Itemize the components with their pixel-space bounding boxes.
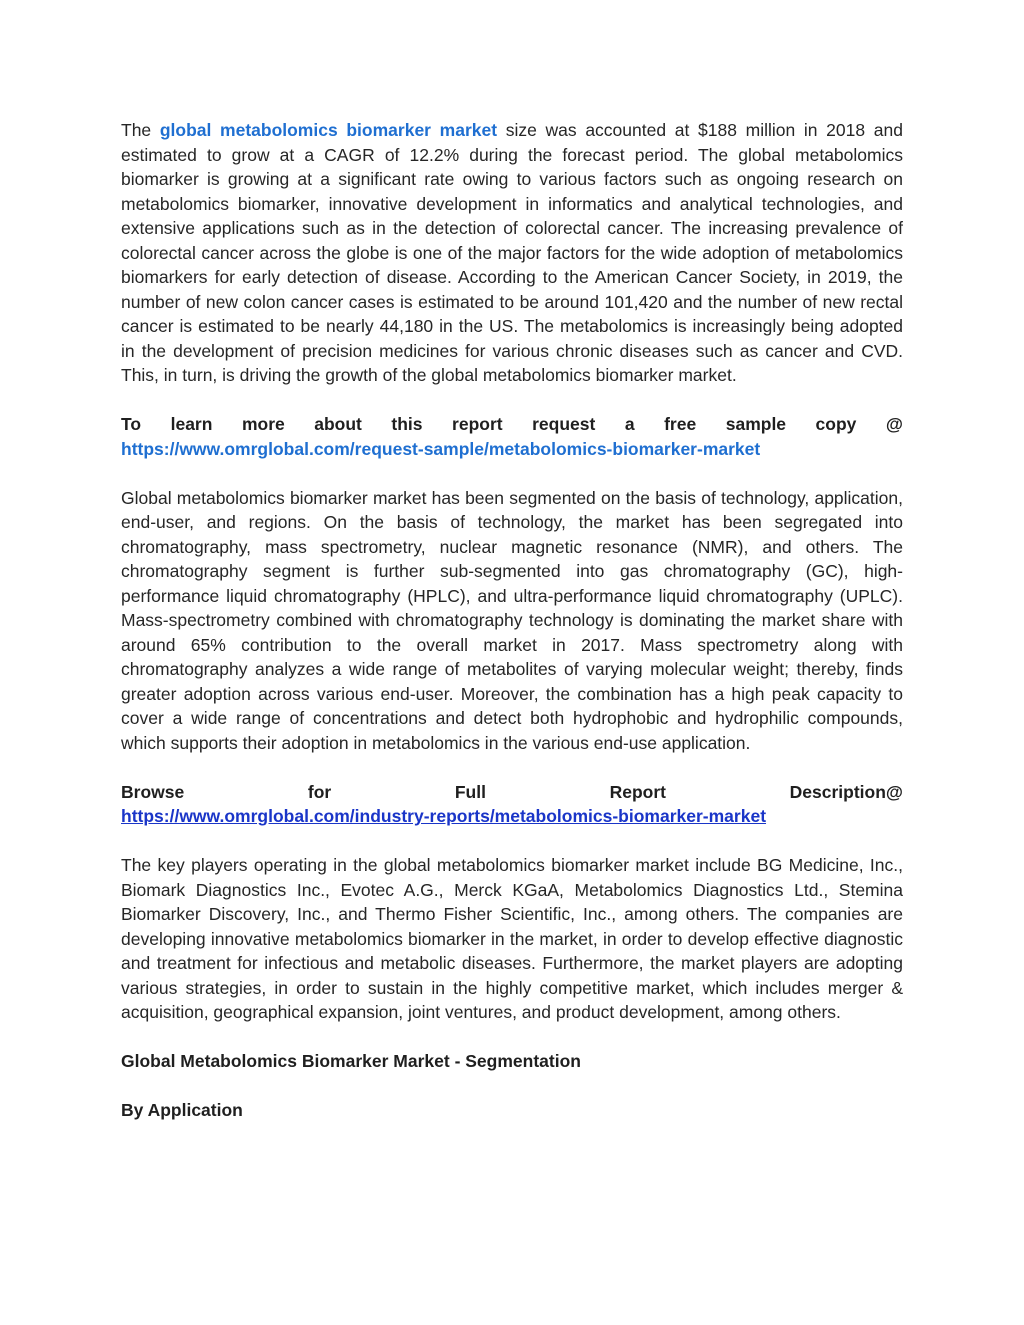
market-link[interactable]: global metabolomics biomarker market	[159, 120, 498, 140]
sample-request-link[interactable]: https://www.omrglobal.com/request-sample/metabolomics-biomarker-market	[121, 438, 761, 459]
browse-paragraph	[121, 780, 903, 829]
sample-prefix: To learn more about this report request a free sample copy @	[121, 414, 903, 434]
segmentation-paragraph: Global metabolomics biomarker market has been segmented on the basis of technology, application, end-user, and regions. On the basis of technology, the market has been segregated into chromatography, mass spectrometry, nuclear magnetic resonance (NMR), and others. The chromatography segment is further sub-segmented into gas chromatography (GC), high-performance liquid chromatography (HPLC), and ultra-performance liquid chromatography (UPLC). Mass-spectrometry combined with chromatography technology is dominating the market share with around 65% contribution to the overall market in 2017. Mass spectrometry along with chromatography analyzes a wide range of metabolites of varying molecular weight; thereby, finds greater adoption across various end-user. Moreover, the combination has a high peak capacity to cover a wide range of concentrations and detect both hydrophobic and hydrophilic compounds, which supports their adoption in metabolomics in the various end-use application.	[121, 487, 903, 753]
full-report-link[interactable]: https://www.omrglobal.com/industry-reports/metabolomics-biomarker-market	[121, 806, 767, 826]
subsection-heading: By Application	[121, 1100, 243, 1120]
section-heading: Global Metabolomics Biomarker Market - Segmentation	[121, 1051, 581, 1071]
document-page	[121, 118, 903, 1123]
key-players-paragraph: The key players operating in the global metabolomics biomarker market include BG Medicine, Inc., Biomark Diagnostics Inc., Evotec A.G., Merck KGaA, Metabolomics Diagnostics Ltd., Stemina Biomarker Discovery, Inc., and Thermo Fisher Scientific, Inc., among others. The companies are developing innovative metabolomics biomarker in the market, in order to develop effective diagnostic and treatment for infectious and metabolic diseases. Furthermore, the market players are adopting various strategies, in order to sustain in the highly competitive market, which includes merger & acquisition, geographical expansion, joint ventures, and product development, among others.	[121, 855, 903, 1022]
sample-request-paragraph	[121, 412, 903, 461]
browse-prefix: Browse for Full Report Description@	[121, 781, 903, 802]
intro-paragraph	[121, 118, 903, 388]
intro-lead: The	[121, 120, 160, 140]
intro-rest: size was accounted at $188 million in 2018 and estimated to grow at a CAGR of 12.2% during the forecast period. The global metabolomics biomarker is growing at a significant rate owing to various factors such as ongoing research on metabolomics biomarker, innovative development in informatics and analytical technologies, and extensive applications such as in the detection of colorectal cancer. The increasing prevalence of colorectal cancer across the globe is one of the major factors for the wide adoption of metabolomics biomarkers for early detection of disease. According to the American Cancer Society, in 2019, the number of new colon cancer cases is estimated to be around 101,420 and the number of new rectal cancer is estimated to be nearly 44,180 in the US. The metabolomics is increasingly being adopted in the development of precision medicines for various chronic diseases such as cancer and CVD. This, in turn, is driving the growth of the global metabolomics biomarker market.	[121, 120, 903, 385]
